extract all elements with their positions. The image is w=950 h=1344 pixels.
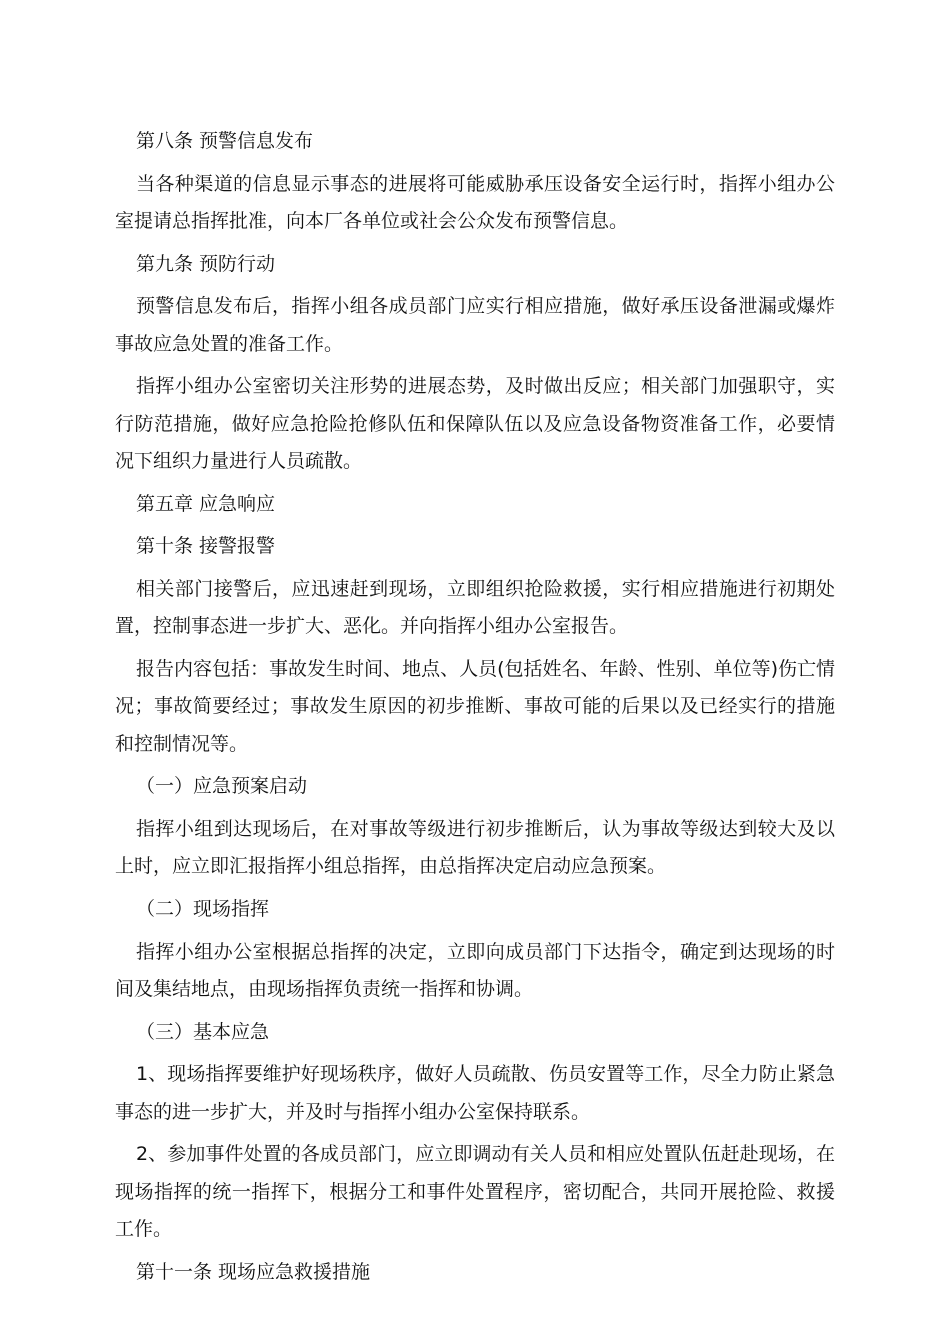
- chapter-5-heading: 第五章 应急响应: [136, 492, 276, 515]
- article-10-heading: 第十条 接警报警: [136, 535, 276, 558]
- section-2-heading: （二）现场指挥: [136, 897, 270, 920]
- section-3-item-2: 2、参加事件处置的各成员部门，应立即调动有关人员和相应处置队伍赶赴现场，在现场指挥的统一指挥下，根据分工和事件处置程序，密切配合，共同开展抢险、救援工作。: [115, 1143, 835, 1240]
- section-3-heading: （三）基本应急: [136, 1020, 270, 1043]
- article-10-paragraph-2: 报告内容包括：事故发生时间、地点、人员(包括姓名、年龄、性别、单位等)伤亡情况；事故简要经过；事故发生原因的初步推断、事故可能的后果以及已经实行的措施和控制情况等。: [115, 657, 835, 755]
- section-3-item-1: 1、现场指挥要维护好现场秩序，做好人员疏散、伤员安置等工作，尽全力防止紧急事态的进一步扩大，并及时与指挥小组办公室保持联系。: [115, 1063, 835, 1123]
- section-1-paragraph: 指挥小组到达现场后，在对事故等级进行初步推断后，认为事故等级达到较大及以上时，应立即汇报指挥小组总指挥，由总指挥决定启动应急预案。: [115, 817, 835, 878]
- article-11-heading: 第十一条 现场应急救援措施: [136, 1260, 371, 1283]
- article-9-paragraph-1: 预警信息发布后，指挥小组各成员部门应实行相应措施，做好承压设备泄漏或爆炸事故应急处置的准备工作。: [115, 295, 835, 355]
- article-8-paragraph: 当各种渠道的信息显示事态的进展将可能威胁承压设备安全运行时，指挥小组办公室提请总指挥批准，向本厂各单位或社会公众发布预警信息。: [115, 172, 835, 232]
- document-page: [115, 123, 835, 1296]
- section-2-paragraph: 指挥小组办公室根据总指挥的决定，立即向成员部门下达指令，确定到达现场的时间及集结地点，由现场指挥负责统一指挥和协调。: [115, 940, 835, 1000]
- article-10-paragraph-1: 相关部门接警后，应迅速赶到现场，立即组织抢险救援，实行相应措施进行初期处置，控制事态进一步扩大、恶化。并向指挥小组办公室报告。: [115, 578, 835, 638]
- article-9-heading: 第九条 预防行动: [136, 252, 276, 275]
- section-1-heading: （一）应急预案启动: [136, 775, 308, 798]
- article-8-heading: 第八条 预警信息发布: [136, 130, 314, 152]
- article-9-paragraph-2: 指挥小组办公室密切关注形势的进展态势，及时做出反应；相关部门加强职守，实行防范措施，做好应急抢险抢修队伍和保障队伍以及应急设备物资准备工作，必要情况下组织力量进行人员疏散。: [115, 375, 835, 472]
